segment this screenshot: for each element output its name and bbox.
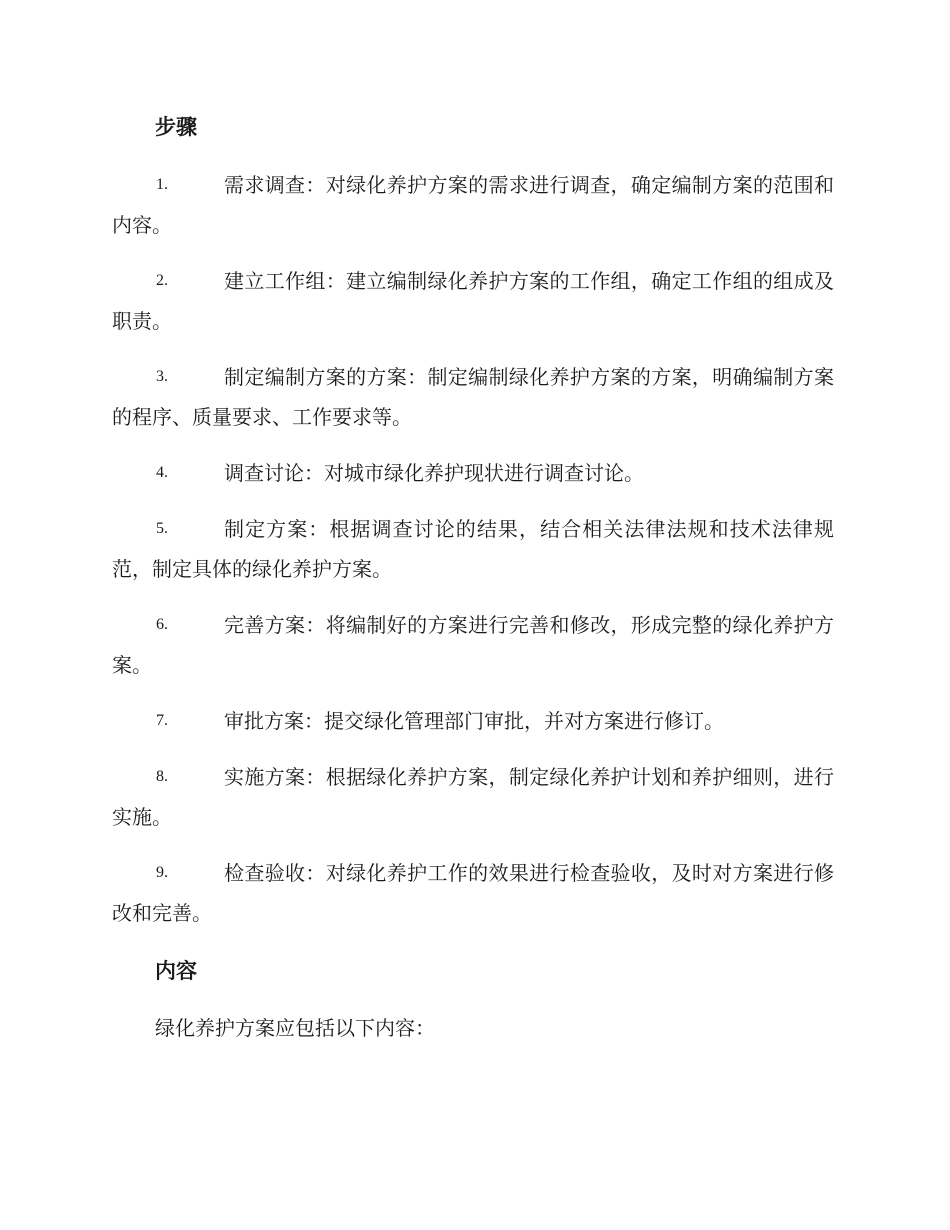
content-intro-paragraph: 绿化养护方案应包括以下内容： [155, 1016, 435, 1040]
list-item [112, 357, 834, 437]
step-number: 5. [156, 520, 168, 537]
content-heading: 内容 [155, 959, 197, 983]
list-item [112, 853, 834, 933]
step-text: 完善方案：将编制好的方案进行完善和修改，形成完整的绿化养护方案。 [112, 613, 834, 677]
step-text: 审批方案：提交绿化管理部门审批，并对方案进行修订。 [224, 709, 724, 733]
list-item [112, 453, 834, 493]
step-number: 8. [156, 768, 168, 785]
step-number: 2. [156, 272, 168, 289]
list-item [112, 605, 834, 685]
steps-list [112, 165, 834, 949]
step-text: 检查验收：对绿化养护工作的效果进行检查验收，及时对方案进行修改和完善。 [112, 861, 834, 925]
list-item [112, 509, 834, 589]
step-number: 7. [156, 712, 168, 729]
step-text: 调查讨论：对城市绿化养护现状进行调查讨论。 [224, 461, 644, 485]
step-number: 6. [156, 616, 168, 633]
step-number: 9. [156, 864, 168, 881]
list-item [112, 261, 834, 341]
step-text: 制定编制方案的方案：制定编制绿化养护方案的方案，明确编制方案的程序、质量要求、工作要求等。 [112, 365, 834, 429]
list-item [112, 165, 834, 245]
step-text: 制定方案：根据调查讨论的结果，结合相关法律法规和技术法律规范，制定具体的绿化养护方案。 [112, 517, 834, 581]
step-text: 实施方案：根据绿化养护方案，制定绿化养护计划和养护细则，进行实施。 [112, 765, 834, 829]
step-number: 3. [156, 368, 168, 385]
step-number: 1. [156, 176, 168, 193]
step-number: 4. [156, 464, 168, 481]
steps-heading: 步骤 [155, 115, 197, 139]
step-text: 需求调查：对绿化养护方案的需求进行调查，确定编制方案的范围和内容。 [112, 173, 834, 237]
step-text: 建立工作组：建立编制绿化养护方案的工作组，确定工作组的组成及职责。 [112, 269, 834, 333]
list-item [112, 701, 834, 741]
list-item [112, 757, 834, 837]
